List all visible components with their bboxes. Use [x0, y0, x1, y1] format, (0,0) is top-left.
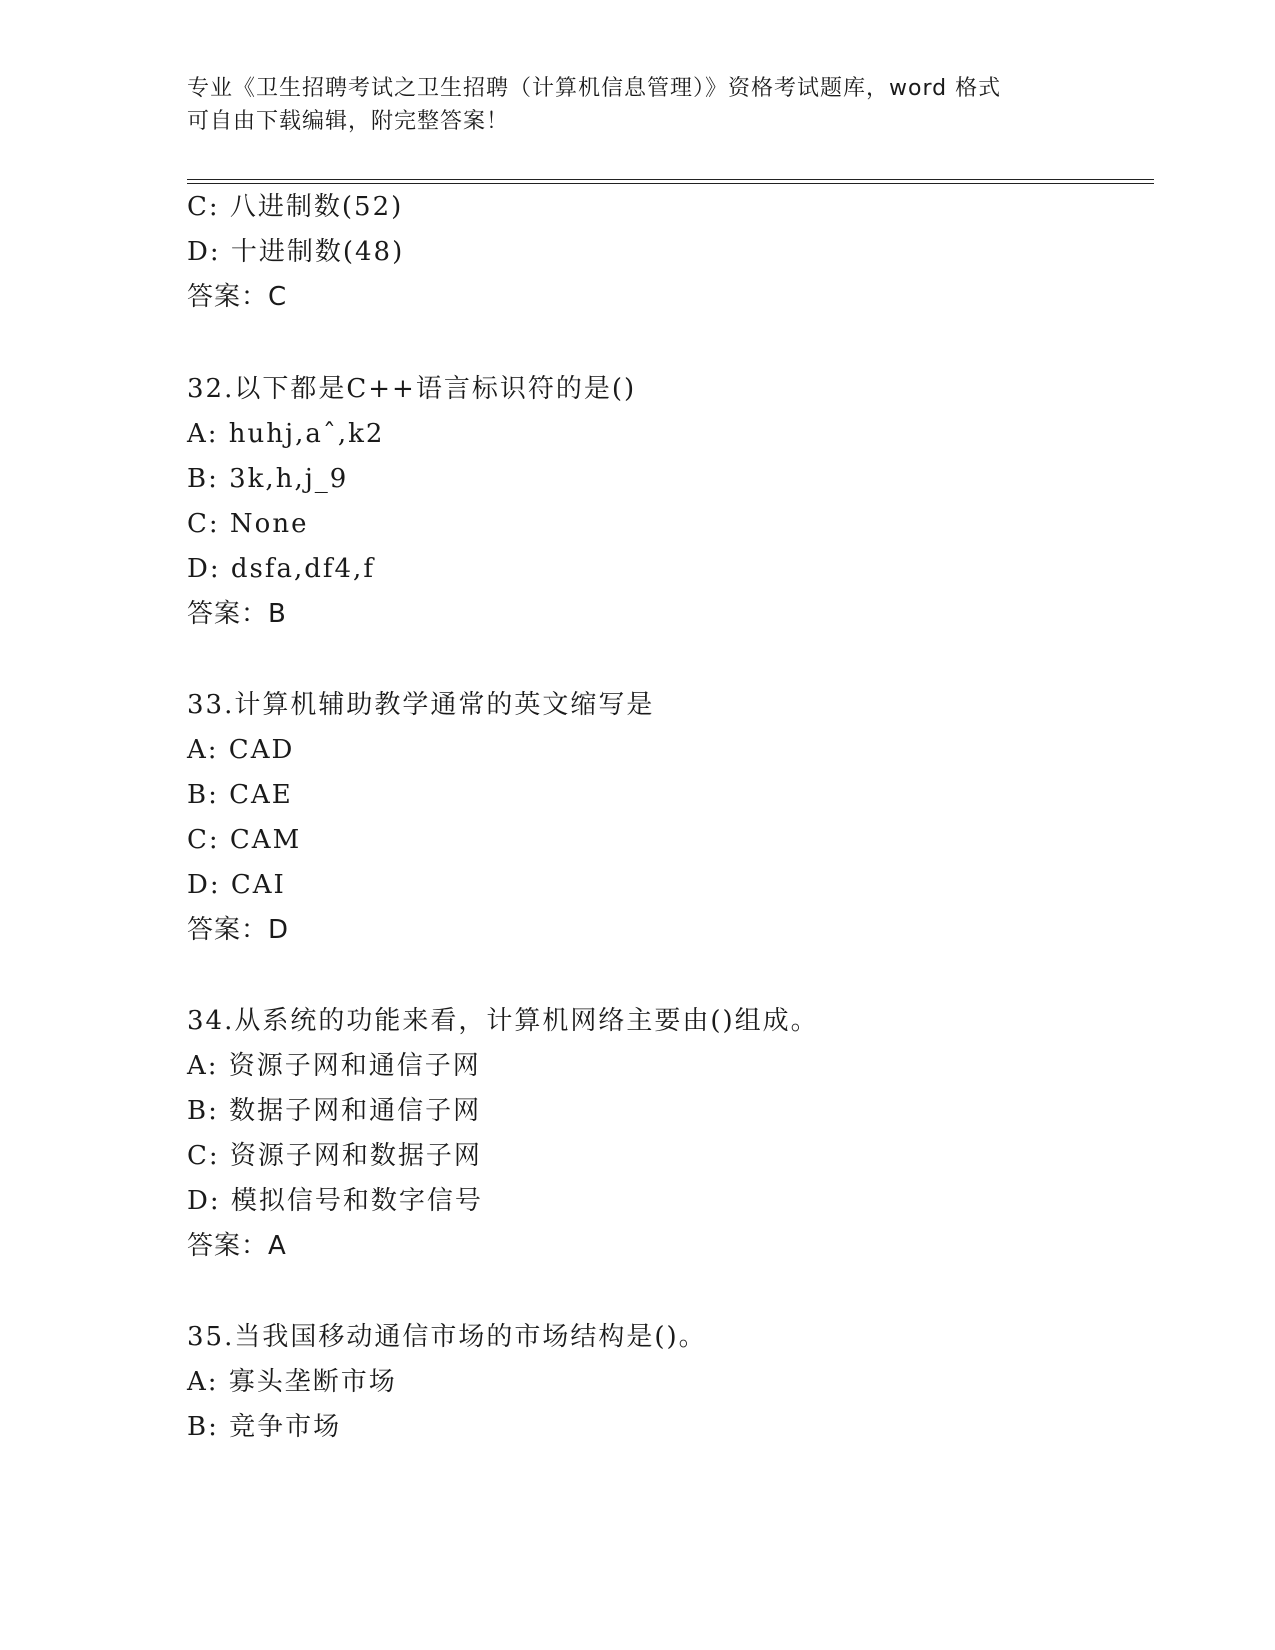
option-line: B: 数据子网和通信子网: [187, 1096, 482, 1126]
option-line: C: 资源子网和数据子网: [187, 1141, 482, 1171]
option-line: C: CAM: [187, 825, 302, 855]
option-line: B: CAE: [187, 780, 293, 810]
header-divider-bottom: [187, 183, 1154, 184]
option-line: A: huhj,aˆ,k2: [187, 419, 385, 449]
option-line: C: None: [187, 509, 309, 539]
question-line: 32.以下都是C++语言标识符的是(): [187, 374, 637, 404]
option-line: D: CAI: [187, 870, 286, 900]
option-line: A: 寡头垄断市场: [187, 1367, 397, 1397]
option-line: A: 资源子网和通信子网: [187, 1051, 481, 1081]
option-line: B: 3k,h,j_9: [187, 464, 349, 494]
option-line: C: 八进制数(52): [187, 192, 404, 222]
question-line: 34.从系统的功能来看，计算机网络主要由()组成。: [187, 1006, 819, 1036]
option-line: D: dsfa,df4,f: [187, 554, 375, 584]
option-line: D: 模拟信号和数字信号: [187, 1186, 483, 1216]
document-header: [187, 72, 1067, 138]
option-line: A: CAD: [187, 735, 295, 765]
answer-line: 答案：D: [187, 915, 290, 945]
question-line: 35.当我国移动通信市场的市场结构是()。: [187, 1322, 707, 1352]
answer-line: 答案：C: [187, 282, 288, 312]
option-line: B: 竞争市场: [187, 1412, 342, 1442]
header-line-2: 可自由下载编辑，附完整答案！: [187, 109, 510, 134]
question-line: 33.计算机辅助教学通常的英文缩写是: [187, 690, 655, 720]
answer-line: 答案：A: [187, 1231, 287, 1261]
answer-line: 答案：B: [187, 599, 287, 629]
header-divider-top: [187, 179, 1154, 180]
header-line-1: 专业《卫生招聘考试之卫生招聘（计算机信息管理）》资格考试题库，word 格式: [187, 76, 1002, 101]
option-line: D: 十进制数(48): [187, 237, 405, 267]
